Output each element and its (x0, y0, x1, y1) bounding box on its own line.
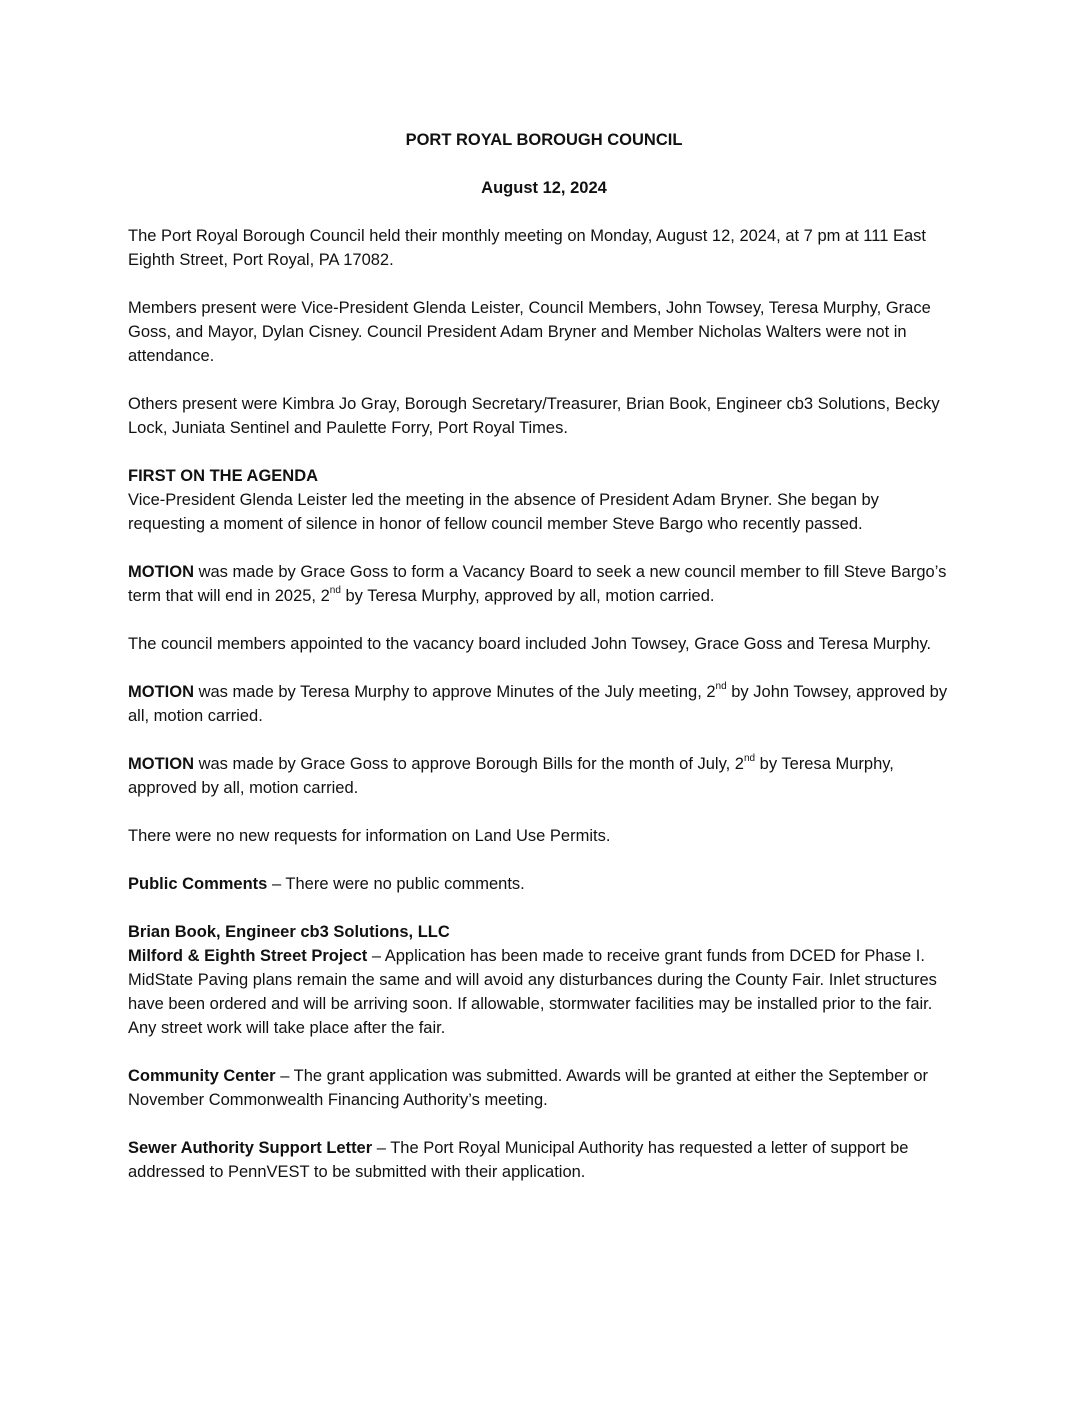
engineer-heading: Brian Book, Engineer cb3 Solutions, LLC (128, 923, 450, 941)
milford-project-text: – Application has been made to receive grant funds from DCED for Phase I. MidState Paving plans remain the same and will avoid any disturbances during the County Fair. Inlet structures have been ordered and will be arriving soon. If allowable, stormwater facilities may be installed prior to the fair. Any street work will take place after the fair. (128, 947, 937, 1037)
community-center-paragraph (128, 1064, 960, 1112)
land-use-paragraph: There were no new requests for information on Land Use Permits. (128, 827, 611, 845)
document-body (128, 128, 960, 1208)
sewer-authority-text: – The Port Royal Municipal Authority has requested a letter of support be addressed to PennVEST to be submitted with their application. (128, 1139, 909, 1181)
engineer-section (128, 920, 960, 1040)
members-present-paragraph: Members present were Vice-President Glenda Leister, Council Members, John Towsey, Teresa Murphy, Grace Goss, and Mayor, Dylan Cisney. Council President Adam Bryner and Member Nicholas Walters were not in attendance. (128, 299, 931, 365)
first-agenda-heading: FIRST ON THE AGENDA (128, 467, 319, 485)
motion-minutes (128, 680, 960, 728)
motion-text-a: was made by Teresa Murphy to approve Minutes of the July meeting, 2 (194, 683, 716, 701)
public-comments-label: Public Comments (128, 875, 268, 893)
motion-text-b: by John Towsey, approved by all, motion carried. (128, 683, 948, 725)
milford-project-label: Milford & Eighth Street Project (128, 947, 368, 965)
motion-text-b: by Teresa Murphy, approved by all, motion carried. (128, 755, 894, 797)
document-title: PORT ROYAL BOROUGH COUNCIL (405, 131, 683, 149)
motion-label: MOTION (128, 563, 194, 581)
motion-text-a: was made by Grace Goss to approve Borough Bills for the month of July, 2 (194, 755, 744, 773)
motion-vacancy-board (128, 560, 960, 608)
motion-ordinal: nd (329, 584, 341, 596)
community-center-text: – The grant application was submitted. Awards will be granted at either the September or November Commonwealth Financing Authority’s meeting. (128, 1067, 929, 1109)
intro-paragraph: The Port Royal Borough Council held their monthly meeting on Monday, August 12, 2024, at 7 pm at 111 East Eighth Street, Port Royal, PA 17082. (128, 227, 926, 269)
public-comments-paragraph (128, 872, 960, 896)
public-comments-text: – There were no public comments. (267, 875, 525, 893)
vacancy-board-paragraph: The council members appointed to the vacancy board included John Towsey, Grace Goss and Teresa Murphy. (128, 635, 932, 653)
community-center-label: Community Center (128, 1067, 276, 1085)
motion-text-a: was made by Grace Goss to form a Vacancy Board to seek a new council member to fill Steve Bargo’s term that will end in 2025, 2 (128, 563, 947, 605)
milford-project-paragraph (128, 944, 960, 1040)
first-agenda-section (128, 464, 960, 536)
motion-text-b: by Teresa Murphy, approved by all, motion carried. (340, 587, 715, 605)
motion-label: MOTION (128, 755, 194, 773)
motion-label: MOTION (128, 683, 194, 701)
sewer-authority-paragraph (128, 1136, 960, 1184)
first-agenda-text: Vice-President Glenda Leister led the meeting in the absence of President Adam Bryner. She began by requesting a moment of silence in honor of fellow council member Steve Bargo who recently passed. (128, 491, 879, 533)
motion-ordinal: nd (743, 752, 756, 764)
sewer-authority-label: Sewer Authority Support Letter (128, 1139, 373, 1157)
motion-ordinal: nd (715, 680, 727, 692)
meeting-date: August 12, 2024 (481, 179, 607, 197)
motion-bills (128, 752, 960, 800)
others-present-paragraph: Others present were Kimbra Jo Gray, Borough Secretary/Treasurer, Brian Book, Engineer cb3 Solutions, Becky Lock, Juniata Sentinel and Paulette Forry, Port Royal Times. (128, 395, 940, 437)
